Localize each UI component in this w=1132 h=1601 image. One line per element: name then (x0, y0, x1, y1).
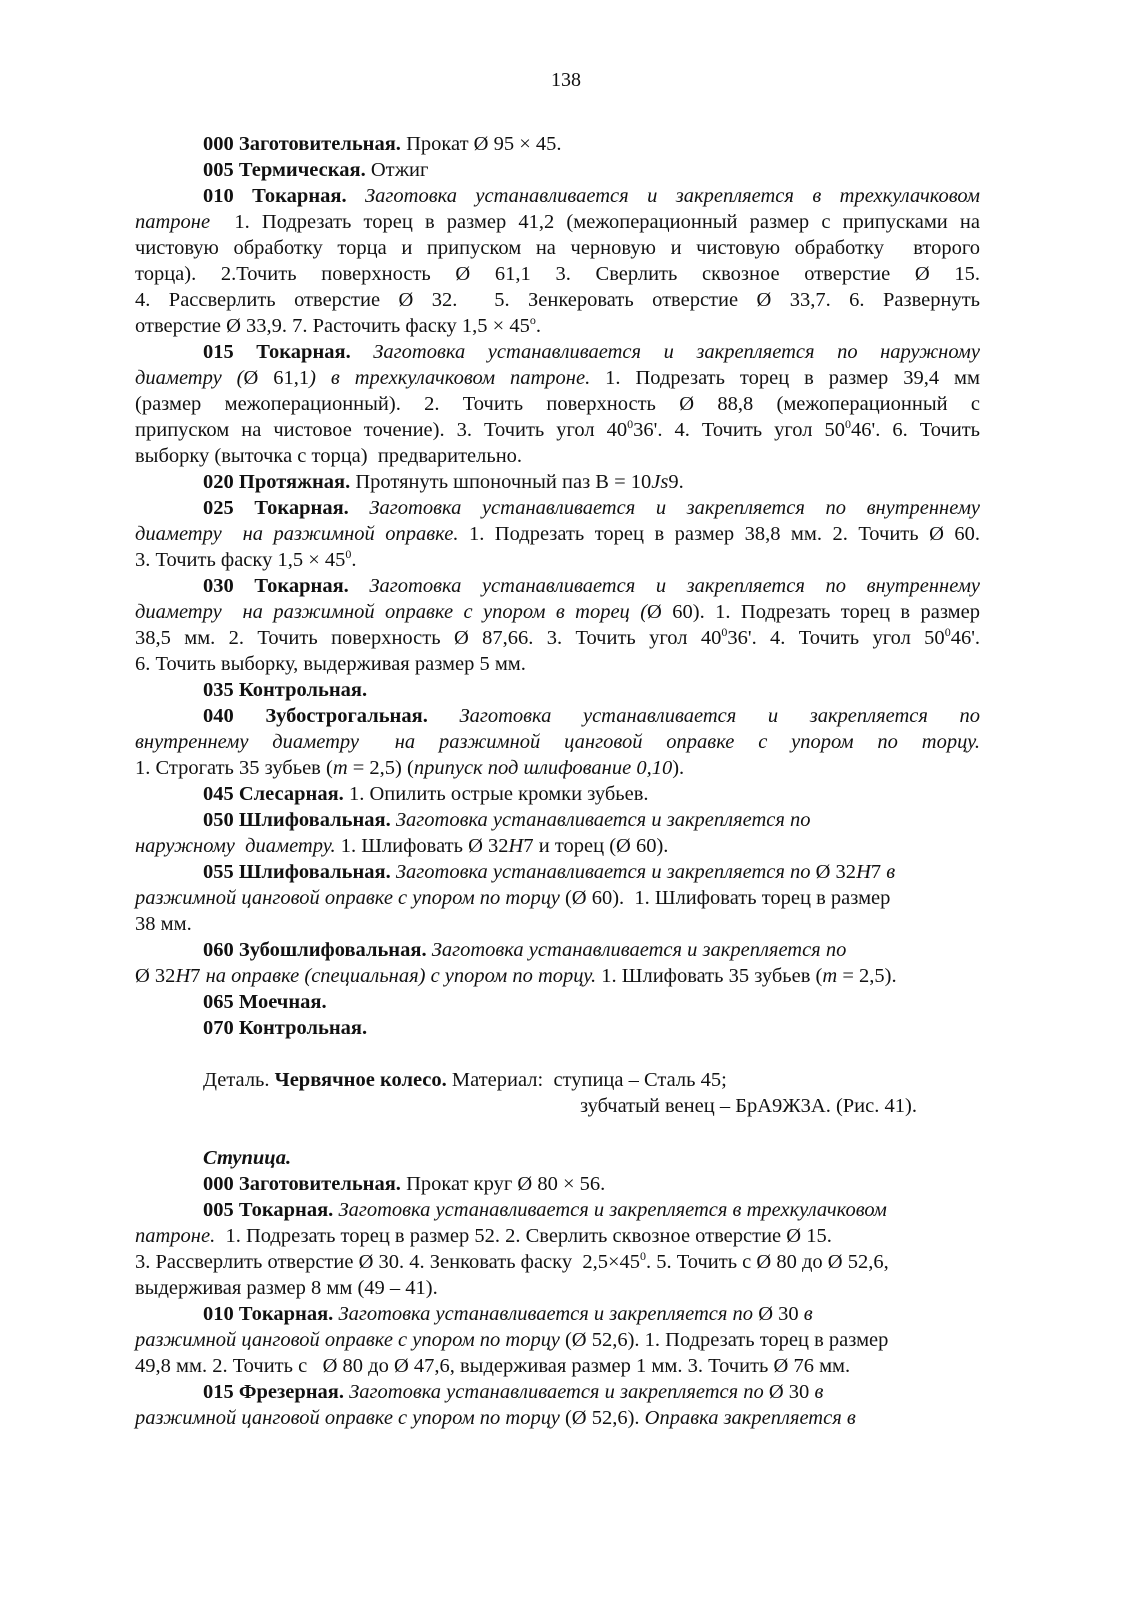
text-line (203, 703, 980, 729)
text-line (135, 521, 980, 547)
text-run: Заготовка устанавливается и закрепляется по (344, 1381, 769, 1403)
text-run: 46'. (950, 627, 981, 649)
text-line (135, 599, 980, 625)
text-line (203, 807, 980, 833)
text-run: 015 Токарная. (203, 341, 351, 363)
text-run: 1. Опилить острые кромки зубьев. (343, 783, 649, 805)
text-run: Ступица. (203, 1147, 292, 1169)
page-number: 138 (551, 69, 581, 91)
text-run: Js (651, 471, 669, 493)
text-run: 1. Шлифовать Ø 32 (335, 835, 509, 857)
text-run: Прокат Ø 95 × 45. (400, 133, 562, 155)
text-line (135, 261, 980, 287)
text-line (203, 1301, 980, 1327)
text-run: 1. Шлифовать 35 зубьев ( (596, 965, 823, 987)
text-run: Заготовка устанавливается и закрепляется по (426, 939, 847, 961)
text-line (203, 677, 980, 703)
text-run: 7 и торец (Ø 60). (523, 835, 669, 857)
text-line (135, 365, 980, 391)
text-run: Ø 32 (135, 965, 176, 987)
text-line (135, 911, 980, 937)
text-run: отверстие Ø 33,9. 7. Расточить фаску 1,5 × 45 (135, 315, 530, 337)
text-run: 38,5 мм. 2. Точить поверхность Ø 87,66. 3. Точить угол 40 (135, 627, 722, 649)
text-run: диаметру ( (135, 367, 244, 389)
text-run: 040 Зубострогальная. (203, 705, 428, 727)
text-run: Заготовка устанавливается и закрепляется по (390, 809, 811, 831)
text-run: Протянуть шпоночный паз B = 10 (350, 471, 652, 493)
text-line (203, 1379, 980, 1405)
text-line (135, 287, 980, 313)
text-line (135, 1275, 980, 1301)
text-run: патроне (135, 211, 223, 233)
text-run: . (535, 315, 541, 337)
text-run: 055 Шлифовальная. (203, 861, 391, 883)
text-run: Деталь. (203, 1069, 275, 1091)
text-run: (размер межоперационный). 2. Точить поверхность Ø 88,8 (межоперационный с (135, 393, 980, 415)
text-run: разжимной цанговой оправке с упором по торцу (135, 1329, 560, 1351)
text-line (580, 1093, 980, 1119)
text-run: Оправка закрепляется в (644, 1407, 856, 1429)
text-run: 060 Зубошлифовальная. (203, 939, 427, 961)
text-run: Заготовка устанавливается и закрепляется в трехкулачковом (346, 185, 980, 207)
text-run: 1. Подрезать торец в размер 52. 2. Сверлить сквозное отверстие Ø 15. (215, 1225, 832, 1247)
text-run: m (822, 965, 838, 987)
text-run: 1. Подрезать торец в размер 38,8 мм. 2. Точить Ø 60. (458, 523, 980, 545)
text-line (203, 573, 980, 599)
text-line (135, 885, 980, 911)
text-run: Заготовка устанавливается и закрепляется по (427, 705, 980, 727)
text-run: чистовую обработку торца и припуском на черновую и чистовую обработку второго (135, 237, 980, 259)
text-run: ) в трехкулачковом патроне. (309, 367, 591, 389)
text-line (203, 131, 980, 157)
text-run: 7 (870, 861, 882, 883)
text-run: наружному диаметру. (135, 835, 336, 857)
text-run: разжимной цанговой оправке с упором по торцу (135, 1407, 560, 1429)
text-line (135, 1327, 980, 1353)
text-run: H (175, 965, 191, 987)
text-run: в (809, 1381, 824, 1403)
text-run: патроне. (135, 1225, 216, 1247)
text-run: зубчатый венец – БрА9Ж3А. (Рис. 41). (580, 1095, 917, 1117)
text-run: 38 мм. (135, 913, 192, 935)
text-run: Ø 61,1 (243, 367, 310, 389)
text-line (135, 391, 980, 417)
text-run: 36'. 4. Точить угол 50 (727, 627, 945, 649)
text-run: = 2,5) ( (347, 757, 414, 779)
text-run: Ø 30 (758, 1303, 799, 1325)
text-line (203, 989, 980, 1015)
text-run: выборку (выточка с торца) предварительно. (135, 445, 523, 467)
text-line (135, 1405, 980, 1431)
text-run: разжимной цанговой оправке с упором по торцу (135, 887, 560, 909)
text-run: 035 Контрольная. (203, 679, 368, 701)
text-run: 9. (668, 471, 684, 493)
text-run: H (508, 835, 524, 857)
text-run: Заготовка устанавливается и закрепляется по внутреннему (348, 575, 980, 597)
text-run: диаметру на разжимной оправке с упором в торец ( (135, 601, 648, 623)
text-line (203, 937, 980, 963)
text-run: . (351, 549, 357, 571)
text-run: 065 Моечная. (203, 991, 327, 1013)
text-run: 070 Контрольная. (203, 1017, 368, 1039)
text-line (135, 729, 980, 755)
text-run: . 5. Точить с Ø 80 до Ø 52,6, (646, 1251, 889, 1273)
text-line (203, 183, 980, 209)
text-run: 3. Точить фаску 1,5 × 45 (135, 549, 346, 571)
text-run: 49,8 мм. 2. Точить с Ø 80 до Ø 47,6, выдерживая размер 1 мм. 3. Точить Ø 76 мм. (135, 1355, 851, 1377)
text-line (203, 339, 980, 365)
text-line (203, 859, 980, 885)
text-line (203, 469, 980, 495)
text-run: Заготовка устанавливается и закрепляется в трехкулачковом (333, 1199, 887, 1221)
text-run: в (798, 1303, 813, 1325)
text-run: 025 Токарная. (203, 497, 349, 519)
text-run: H (856, 861, 871, 883)
text-run: m (332, 757, 348, 779)
text-run: 015 Фрезерная. (203, 1381, 344, 1403)
text-run: торца). 2.Точить поверхность Ø 61,1 3. Сверлить сквозное отверстие Ø 15. (135, 263, 980, 285)
text-run: внутреннему диаметру на разжимной цанговой оправке с упором по торцу. (135, 731, 980, 753)
text-run: 010 Токарная. (203, 1303, 334, 1325)
text-line (135, 417, 980, 443)
text-run: 0 (721, 625, 728, 639)
text-line (203, 157, 980, 183)
text-line (135, 651, 980, 677)
text-run: (Ø 52,6). 1. Подрезать торец в размер (559, 1329, 889, 1351)
text-run: о (529, 313, 536, 327)
text-line (135, 963, 980, 989)
text-run: 005 Термическая. (203, 159, 366, 181)
text-line (203, 781, 980, 807)
text-run: Ø 60). 1. Подрезать торец в размер (647, 601, 981, 623)
text-run: 1. Подрезать торец в размер 39,4 мм (590, 367, 980, 389)
text-run: 3. Рассверлить отверстие Ø 30. 4. Зенковать фаску 2,5×45 (135, 1251, 641, 1273)
text-line (203, 1015, 980, 1041)
text-line (135, 1353, 980, 1379)
text-run: на оправке (специальная) с упором по торцу. (200, 965, 597, 987)
text-run: припуск под шлифование 0,10 (413, 757, 673, 779)
text-run: 1. Подрезать торец в размер 41,2 (межоперационный размер с припусками на (222, 211, 980, 233)
text-line (135, 755, 980, 781)
text-line (203, 1171, 980, 1197)
text-line (135, 833, 980, 859)
text-run: Прокат круг Ø 80 × 56. (400, 1173, 606, 1195)
text-run: 045 Слесарная. (203, 783, 344, 805)
text-run: Материал: ступица – Сталь 45; (446, 1069, 727, 1091)
text-line (203, 1197, 980, 1223)
text-run: Отжиг (365, 159, 429, 181)
text-run: 7 (190, 965, 201, 987)
text-run: 0 (845, 417, 852, 431)
text-line (135, 1249, 980, 1275)
text-run: (Ø 52,6). (559, 1407, 645, 1429)
text-run: 1. Строгать 35 зубьев ( (135, 757, 333, 779)
text-line (135, 443, 980, 469)
text-run: 0 (627, 417, 634, 431)
text-run: 36'. 4. Точить угол 50 (633, 419, 846, 441)
text-line (135, 625, 980, 651)
text-run: 005 Токарная. (203, 1199, 334, 1221)
text-run: диаметру на разжимной оправке. (135, 523, 459, 545)
text-run: 6. Точить выборку, выдерживая размер 5 мм. (135, 653, 526, 675)
text-line (203, 1145, 980, 1171)
text-run: 0 (944, 625, 951, 639)
text-line (203, 1067, 980, 1093)
text-run: Червячное колесо. (274, 1069, 447, 1091)
text-line (135, 313, 980, 339)
text-run: 4. Рассверлить отверстие Ø 32. 5. Зенкеровать отверстие Ø 33,7. 6. Развернуть (135, 289, 980, 311)
text-run: Заготовка устанавливается и закрепляется по (390, 861, 816, 883)
text-line (135, 209, 980, 235)
text-run: Заготовка устанавливается и закрепляется по (333, 1303, 759, 1325)
text-run: 050 Шлифовальная. (203, 809, 391, 831)
text-run: ). (672, 757, 685, 779)
text-run: (Ø 60). 1. Шлифовать торец в размер (559, 887, 891, 909)
text-run: Ø 30 (768, 1381, 810, 1403)
text-run: 030 Токарная. (203, 575, 349, 597)
text-run: 020 Протяжная. (203, 471, 351, 493)
text-line (135, 1223, 980, 1249)
text-run: Заготовка устанавливается и закрепляется по внутреннему (348, 497, 980, 519)
text-run: 46'. 6. Точить (851, 419, 981, 441)
text-line (203, 495, 980, 521)
text-run: в (881, 861, 896, 883)
text-run: Заготовка устанавливается и закрепляется по наружному (350, 341, 980, 363)
text-run: 0 (345, 547, 352, 561)
text-run: выдерживая размер 8 мм (49 – 41). (135, 1277, 438, 1299)
text-run: 000 Заготовительная. (203, 133, 401, 155)
text-run: 0 (640, 1249, 647, 1263)
text-run: 000 Заготовительная. (203, 1173, 401, 1195)
text-run: 010 Токарная. (203, 185, 347, 207)
text-run: припуском на чистовое точение). 3. Точить угол 40 (135, 419, 628, 441)
text-run: = 2,5). (837, 965, 897, 987)
text-line (135, 547, 980, 573)
text-line (135, 235, 980, 261)
text-run: Ø 32 (815, 861, 857, 883)
